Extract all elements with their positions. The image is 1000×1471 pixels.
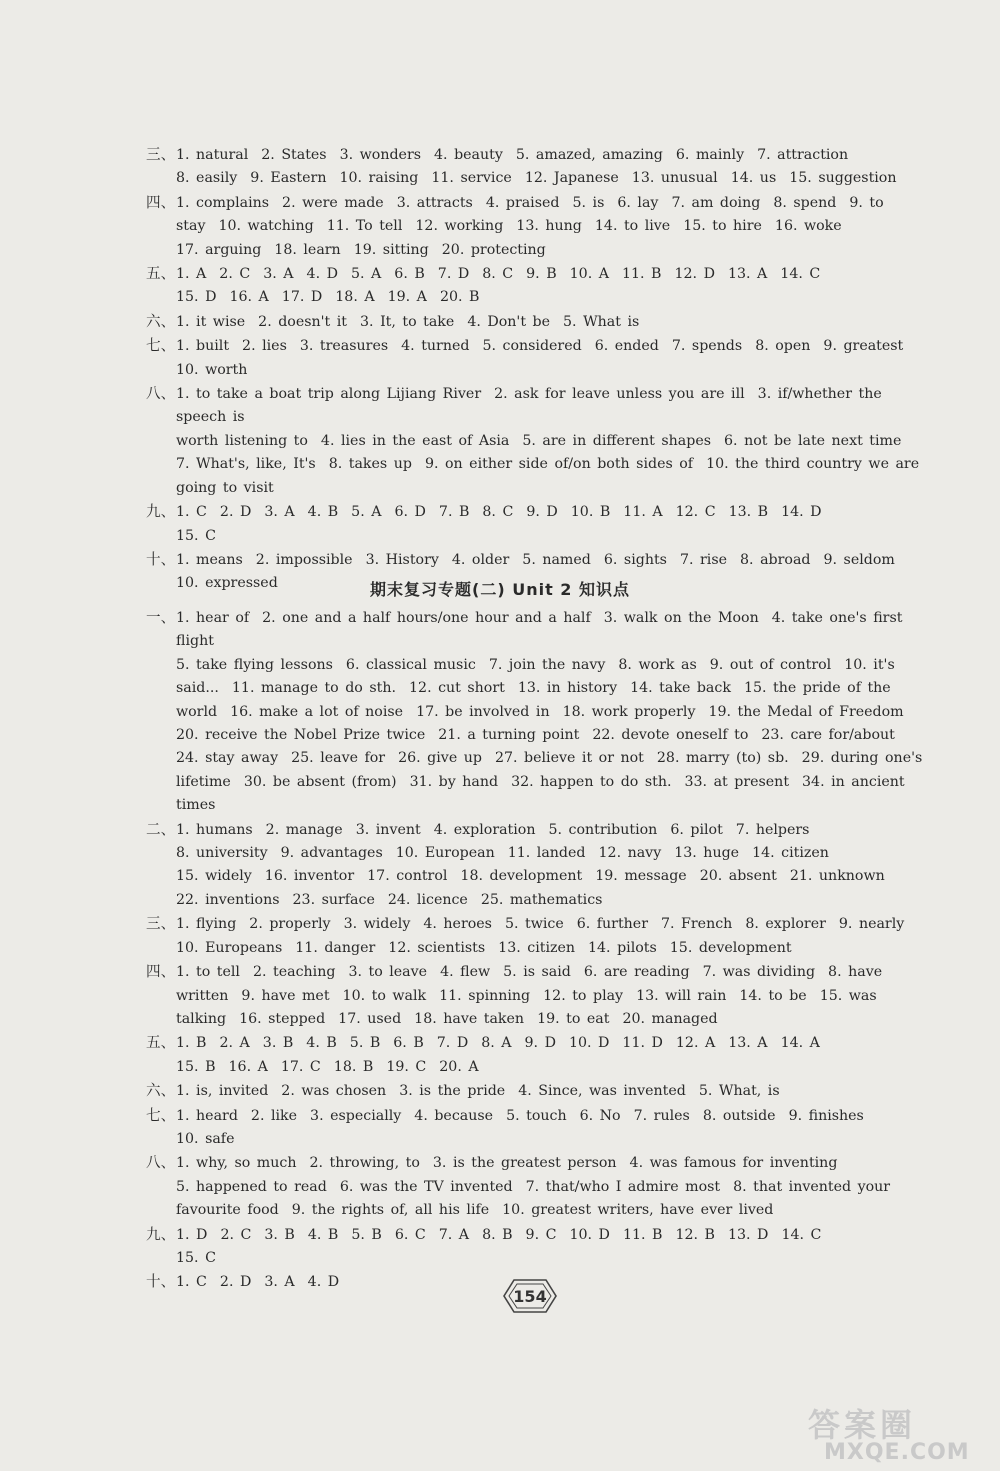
answer-text: 22. inventions 23. surface 24. licence 25. mathematics [176, 891, 603, 908]
answer-text: 17. arguing 18. learn 19. sitting 20. protecting [176, 241, 546, 258]
answer-line [146, 310, 936, 334]
answer-line [146, 191, 936, 215]
answer-line [146, 677, 936, 700]
section-heading: 期末复习专题(二) Unit 2 知识点 [370, 580, 630, 599]
answer-text: going to visit [176, 479, 274, 496]
answer-line [146, 548, 936, 572]
answer-text: 10. worth [176, 361, 248, 378]
answer-text: worth listening to 4. lies in the east of Asia 5. are in different shapes 6. not be late next time [176, 432, 902, 449]
question-number: 一、 [146, 609, 176, 626]
question-number: 六、 [146, 312, 176, 330]
answer-line [146, 937, 936, 960]
question-number: 八、 [146, 385, 176, 403]
answer-text: 15. B 16. A 17. C 18. B 19. C 20. A [176, 1058, 479, 1075]
answer-line [146, 382, 936, 430]
page-number-badge [502, 1276, 558, 1316]
answer-line [146, 1128, 936, 1151]
question-number: 七、 [146, 337, 176, 355]
answer-text: 1. why, so much 2. throwing, to 3. is the greatest person 4. was famous for inventing [176, 1155, 838, 1172]
answer-line [146, 286, 936, 309]
answer-text: 1. means 2. impossible 3. History 4. older 5. named 6. sights 7. rise 8. abroad 9. seldom [176, 551, 895, 568]
question-number: 三、 [146, 146, 176, 163]
answer-text: 15. C [176, 527, 216, 544]
answer-line [146, 889, 936, 912]
answer-text: written 9. have met 10. to walk 11. spinning 12. to play 13. will rain 14. to be 15. was [176, 987, 877, 1004]
answer-text: 1. built 2. lies 3. treasures 4. turned 5. considered 6. ended 7. spends 8. open 9. greatest [176, 338, 904, 355]
answer-line [146, 239, 936, 262]
answer-line [146, 960, 936, 984]
answer-text: favourite food 9. the rights of, all his life 10. greatest writers, have ever lived [176, 1202, 774, 1219]
answer-line [146, 701, 936, 724]
answer-line [146, 1104, 936, 1128]
answer-text: 10. safe [176, 1130, 235, 1147]
answer-line [146, 865, 936, 888]
answer-text: said... 11. manage to do sth. 12. cut short 13. in history 14. take back 15. the pride of the [176, 680, 891, 697]
answer-line [146, 1199, 936, 1222]
question-number: 五、 [146, 1034, 176, 1052]
question-number: 九、 [146, 503, 176, 521]
answer-line [146, 525, 936, 548]
answer-line [146, 1031, 936, 1055]
watermark-logo: 答案圈 [808, 1406, 917, 1444]
answer-line [146, 143, 936, 167]
answer-line [146, 262, 936, 286]
answer-text: 1. heard 2. like 3. especially 4. because 5. touch 6. No 7. rules 8. outside 9. finishes [176, 1107, 864, 1124]
answer-line [146, 606, 936, 654]
answer-text: 1. natural 2. States 3. wonders 4. beauty 5. amazed, amazing 6. mainly 7. attraction [176, 147, 849, 163]
answer-line [146, 1176, 936, 1199]
answer-text: world 16. make a lot of noise 17. be involved in 18. work properly 19. the Medal of Freedom [176, 703, 904, 720]
answer-text: 1. D 2. C 3. B 4. B 5. B 6. C 7. A 8. B 9. C 10. D 11. B 12. B 13. D 14. C [176, 1226, 822, 1243]
answer-line [146, 1247, 936, 1270]
answer-text: 1. C 2. D 3. A 4. B 5. A 6. D 7. B 8. C 9. D 10. B 11. A 12. C 13. B 14. D [176, 504, 822, 521]
answer-text: 10. expressed [176, 575, 278, 592]
answer-line [146, 430, 936, 453]
answer-line [146, 1008, 936, 1031]
answer-text: 1. is, invited 2. was chosen 3. is the pride 4. Since, was invented 5. What, is [176, 1083, 780, 1100]
answer-line [146, 500, 936, 524]
question-number: 六、 [146, 1082, 176, 1100]
answer-text: times [176, 797, 216, 814]
question-number: 四、 [146, 963, 176, 981]
answer-text: 1. hear of 2. one and a half hours/one hour and a half 3. walk on the Moon 4. take one's first flight [176, 610, 909, 650]
question-number: 十、 [146, 1273, 176, 1291]
answer-text: 8. university 9. advantages 10. European 11. landed 12. navy 13. huge 14. citizen [176, 845, 829, 862]
answer-text: 15. C [176, 1249, 216, 1266]
answer-text: 24. stay away 25. leave for 26. give up 27. believe it or not 28. marry (to) sb. 29. during one's [176, 750, 923, 767]
answer-line [146, 724, 936, 747]
answer-line [146, 985, 936, 1008]
answer-text: 1. A 2. C 3. A 4. D 5. A 6. B 7. D 8. C 9. B 10. A 11. B 12. D 13. A 14. C [176, 266, 821, 283]
question-number: 三、 [146, 915, 176, 933]
answer-line [146, 818, 936, 842]
page-number: 154 [513, 1286, 547, 1306]
answer-text: 8. easily 9. Eastern 10. raising 11. service 12. Japanese 13. unusual 14. us 15. suggestion [176, 170, 897, 187]
question-number: 四、 [146, 193, 176, 211]
answer-line [146, 842, 936, 865]
answer-text: talking 16. stepped 17. used 18. have taken 19. to eat 20. managed [176, 1010, 718, 1027]
answer-text: 1. B 2. A 3. B 4. B 5. B 6. B 7. D 8. A 9. D 10. D 11. D 12. A 13. A 14. A [176, 1035, 820, 1052]
answer-text: 1. it wise 2. doesn't it 3. It, to take 4. Don't be 5. What is [176, 313, 640, 330]
answer-section-unit2 [146, 606, 936, 1295]
answer-line [146, 794, 936, 817]
answer-line [146, 334, 936, 358]
answer-line [146, 1151, 936, 1175]
answer-text: 1. to take a boat trip along Lijiang River 2. ask for leave unless you are ill 3. if/whether the speech is [176, 386, 889, 426]
answer-line [146, 771, 936, 794]
answer-text: stay 10. watching 11. To tell 12. working 13. hung 14. to live 15. to hire 16. woke [176, 218, 842, 235]
answer-line [146, 359, 936, 382]
answer-line [146, 477, 936, 500]
question-number: 十、 [146, 550, 176, 568]
answer-text: 15. widely 16. inventor 17. control 18. development 19. message 20. absent 21. unknown [176, 868, 885, 885]
answer-line [146, 167, 936, 190]
answer-text: 5. happened to read 6. was the TV invented 7. that/who I admire most 8. that invented your [176, 1178, 891, 1195]
answer-line [146, 453, 936, 476]
answer-line [146, 1056, 936, 1079]
answer-text: 1. C 2. D 3. A 4. D [176, 1274, 340, 1291]
answer-line [146, 654, 936, 677]
answer-text: 1. humans 2. manage 3. invent 4. exploration 5. contribution 6. pilot 7. helpers [176, 821, 810, 838]
answer-line [146, 215, 936, 238]
answer-section-unit1 [146, 143, 936, 596]
watermark-url: MXQE.COM [824, 1440, 970, 1465]
answer-text: 1. flying 2. properly 3. widely 4. heroes 5. twice 6. further 7. French 8. explorer 9. nearly [176, 916, 905, 933]
answer-text: 1. to tell 2. teaching 3. to leave 4. flew 5. is said 6. are reading 7. was dividing 8. have [176, 964, 883, 981]
answer-line [146, 1079, 936, 1103]
answer-text: lifetime 30. be absent (from) 31. by hand 32. happen to do sth. 33. at present 34. in ancient [176, 773, 905, 790]
answer-line [146, 747, 936, 770]
question-number: 五、 [146, 265, 176, 283]
answer-text: 7. What's, like, It's 8. takes up 9. on either side of/on both sides of 10. the third country we are [176, 456, 920, 473]
answer-text: 10. Europeans 11. danger 12. scientists 13. citizen 14. pilots 15. development [176, 939, 792, 956]
answer-line [146, 912, 936, 936]
question-number: 八、 [146, 1154, 176, 1172]
question-number: 九、 [146, 1225, 176, 1243]
question-number: 七、 [146, 1106, 176, 1124]
question-number: 二、 [146, 820, 176, 838]
answer-text: 15. D 16. A 17. D 18. A 19. A 20. B [176, 289, 480, 306]
watermark [808, 1400, 988, 1470]
answer-text: 5. take flying lessons 6. classical music 7. join the navy 8. work as 9. out of control 10. it's [176, 656, 895, 673]
answer-text: 1. complains 2. were made 3. attracts 4. praised 5. is 6. lay 7. am doing 8. spend 9. to [176, 194, 884, 211]
answer-text: 20. receive the Nobel Prize twice 21. a turning point 22. devote oneself to 23. care for/about [176, 727, 895, 744]
answer-line [146, 1223, 936, 1247]
